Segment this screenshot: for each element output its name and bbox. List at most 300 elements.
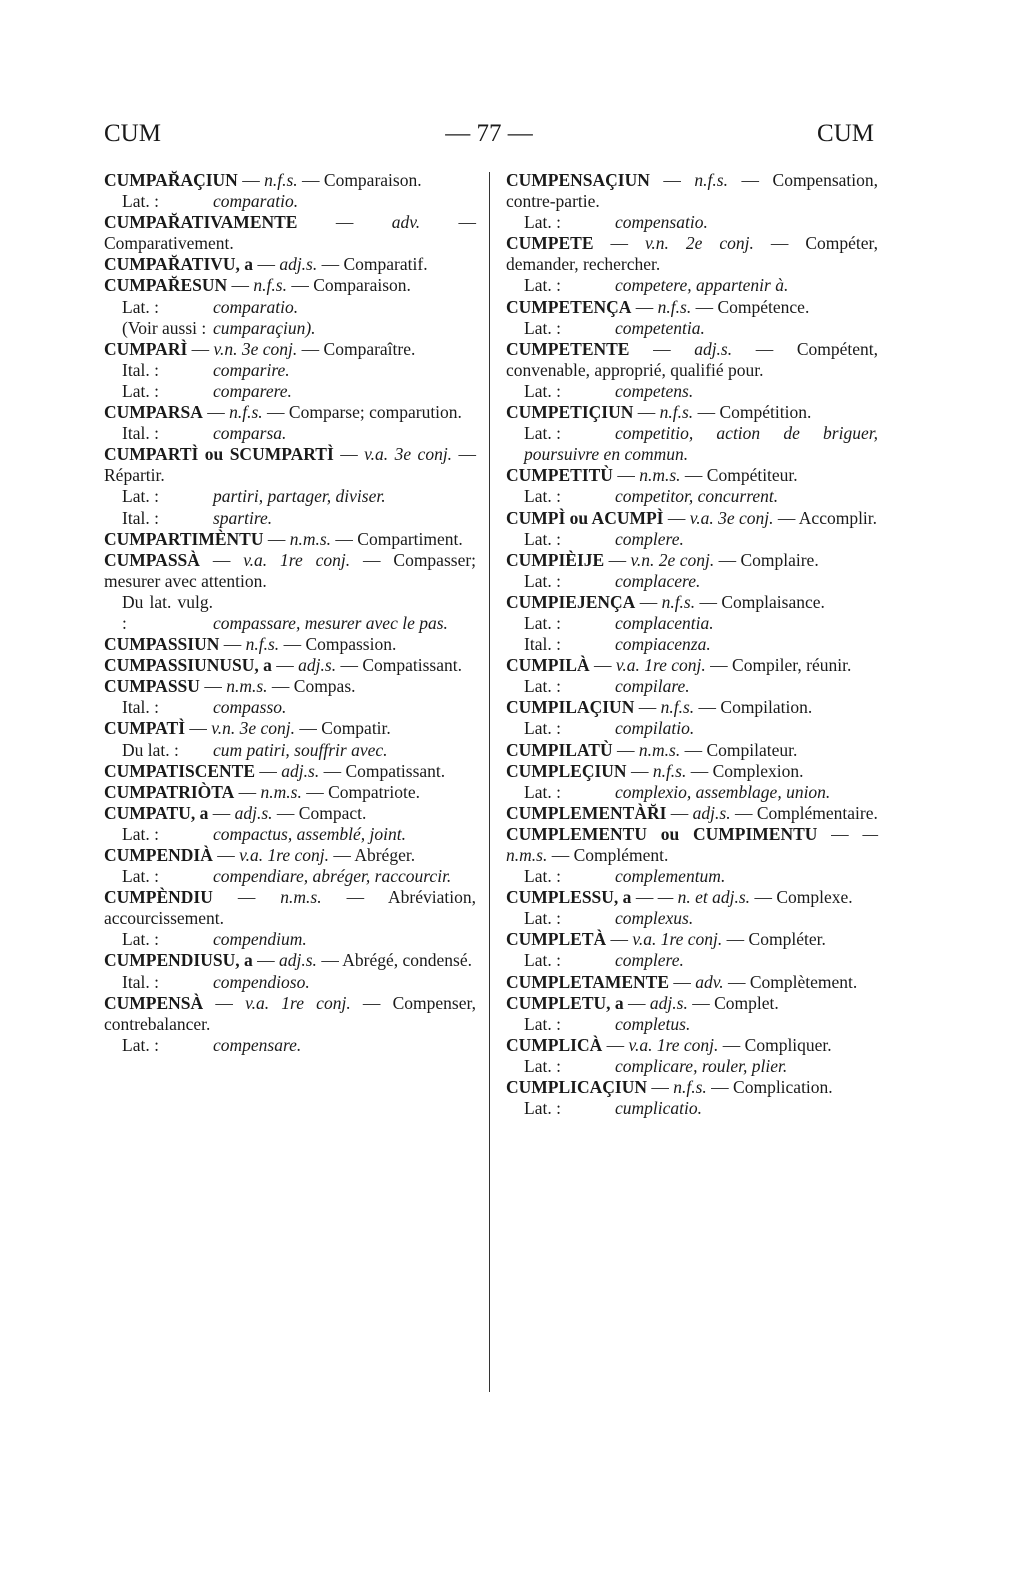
entry-headword: CUMPILÀ <box>506 655 590 676</box>
etymology-text: complere. <box>615 950 684 971</box>
entry-part-of-speech: adj.s. <box>279 254 318 275</box>
entry-part-of-speech: n.f.s. <box>652 760 687 781</box>
etymology-text: compassare, mesurer avec le pas. <box>213 612 448 633</box>
entry-part-of-speech: v.a. 1re conj. <box>245 992 351 1013</box>
entry-etymology <box>506 318 878 339</box>
entry-part-of-speech: — n.m.s. <box>506 823 878 865</box>
entry-part-of-speech: n.f.s. <box>229 402 263 423</box>
dictionary-entry <box>104 718 476 760</box>
dictionary-entry <box>506 740 878 761</box>
entry-line: CUMPARTIMÈNTU — n.m.s. — Compartiment. <box>104 528 463 549</box>
entry-etymology <box>506 1014 878 1035</box>
dictionary-entry <box>104 676 476 718</box>
entry-headword: CUMPLICAÇIUN <box>506 1077 647 1098</box>
entry-headword: CUMPETE <box>506 233 594 254</box>
entry-headword: CUMPARÌ <box>104 338 188 359</box>
page-header <box>104 120 874 156</box>
entry-line: CUMPARSA — n.f.s. — Comparse; comparution. <box>104 402 462 423</box>
dictionary-entry <box>506 761 878 803</box>
entry-definition: — Compétiteur. <box>684 465 798 486</box>
entry-line: CUMPAR̆ATIVU, a — adj.s. — Comparatif. <box>104 254 428 275</box>
etymology-label: Ital. : <box>524 634 561 655</box>
entry-line: CUMPASSIUNUSU, a — adj.s. — Compatissant. <box>104 655 462 676</box>
entry-part-of-speech: v.a. 3e conj. <box>364 444 453 465</box>
entry-headword: CUMPLETÀ <box>506 929 607 950</box>
etymology-text: spartire. <box>213 507 273 528</box>
header-right-guide-word: CUM <box>817 120 874 147</box>
entry-etymology <box>506 486 878 507</box>
etymology-text: competere, appartenir à. <box>615 275 789 296</box>
entry-etymology <box>104 191 476 212</box>
entry-part-of-speech: adj.s. <box>279 950 317 971</box>
dictionary-entry <box>104 254 476 275</box>
entry-etymology <box>104 592 476 634</box>
etymology-text: comparire. <box>213 359 290 380</box>
entry-etymology <box>104 972 476 993</box>
entry-definition: — Compartiment. <box>335 528 463 549</box>
dictionary-entry <box>104 402 476 444</box>
entry-definition: — Compilateur. <box>684 739 798 760</box>
dictionary-entry <box>104 170 476 212</box>
entry-line: CUMPLETU, a — adj.s. — Complet. <box>506 992 779 1013</box>
entry-part-of-speech: adj.s. <box>694 338 733 359</box>
entry-line: CUMPETENÇA — n.f.s. — Compétence. <box>506 296 810 317</box>
entry-line: CUMPLETAMENTE — adv. — Complètement. <box>506 971 858 992</box>
entry-part-of-speech: n.f.s. <box>673 1077 707 1098</box>
entry-definition: — Comparse; comparution. <box>267 402 462 423</box>
entry-part-of-speech: n.m.s. <box>226 676 268 697</box>
entry-headword: CUMPASSU <box>104 676 200 697</box>
dictionary-entry <box>104 550 476 634</box>
dictionary-entry <box>104 887 476 950</box>
entry-line: CUMPETIÇIUN — n.f.s. — Compétition. <box>506 402 812 423</box>
entry-line: CUMPASSÀ — v.a. 1re conj. — Compasser; mesurer avec attention. <box>104 549 477 591</box>
entry-definition: — Comparatif. <box>321 254 428 275</box>
entry-definition: — Compact. <box>276 802 367 823</box>
etymology-text: complexio, assemblage, union. <box>615 781 831 802</box>
etymology-text: competitio, action de briguer, poursuivre en commun. <box>524 423 878 465</box>
entry-part-of-speech: n.f.s. <box>694 170 728 190</box>
entry-part-of-speech: v.n. 2e conj. <box>630 549 715 570</box>
etymology-label: Lat. : <box>122 191 159 212</box>
entry-line: CUMPAR̆ATIVAMENTE — adv. — Comparativement. <box>104 212 476 254</box>
entry-headword: CUMPAR̆ATIVAMENTE <box>104 212 298 233</box>
etymology-text: compiacenza. <box>615 634 711 655</box>
entry-headword: CUMPAR̆ESUN <box>104 275 228 296</box>
etymology-label: Lat. : <box>524 676 561 697</box>
dictionary-entry <box>506 170 878 233</box>
entry-etymology <box>506 908 878 929</box>
dictionary-entry <box>506 233 878 296</box>
entry-definition: — Compenser, contrebalancer. <box>104 992 477 1034</box>
entry-etymology <box>506 529 878 550</box>
entry-headword: CUMPLEMENTU ou CUMPIMENTU <box>506 823 818 844</box>
entry-line: CUMPARÌ — v.n. 3e conj. — Comparaître. <box>104 338 416 359</box>
entry-line: CUMPATRIÒTA — n.m.s. — Compatriote. <box>104 781 420 802</box>
etymology-label: (Voir aussi : <box>122 317 207 338</box>
entry-line: CUMPIEJENÇA — n.f.s. — Complaisance. <box>506 591 825 612</box>
etymology-label: Lat. : <box>524 486 561 507</box>
etymology-label: Lat. : <box>524 612 561 633</box>
entry-etymology <box>104 360 476 381</box>
entry-definition: — Compliquer. <box>722 1034 832 1055</box>
entry-part-of-speech: n.m.s. <box>639 465 681 486</box>
entry-headword: CUMPATU, a <box>104 802 209 823</box>
entry-definition: — Compensation, contre-partie. <box>506 170 878 212</box>
entry-part-of-speech: n.m.s. <box>260 781 302 802</box>
entry-definition: — Complémentaire. <box>734 802 878 823</box>
entry-etymology <box>506 676 878 697</box>
etymology-label: Lat. : <box>524 866 561 887</box>
entry-part-of-speech: n.f.s. <box>253 275 287 296</box>
entry-part-of-speech: adj.s. <box>298 655 337 676</box>
etymology-text: competentia. <box>615 317 705 338</box>
entry-definition: — Complément. <box>551 845 669 865</box>
entry-definition: — Comparaison. <box>302 170 422 190</box>
entry-definition: — Complètement. <box>727 971 858 992</box>
entry-headword: CUMPILAÇIUN <box>506 697 635 718</box>
entry-definition: — Abréger. <box>333 845 416 865</box>
entry-line: CUMPLICAÇIUN — n.f.s. — Complication. <box>506 1077 833 1098</box>
etymology-label: Lat. : <box>122 866 159 887</box>
etymology-text: completus. <box>615 1013 691 1034</box>
entry-headword: CUMPÈNDIU <box>104 887 213 908</box>
etymology-text: comparatio. <box>213 191 299 212</box>
entry-headword: CUMPENDIÀ <box>104 845 213 865</box>
etymology-text: cumparaçiun). <box>213 317 316 338</box>
entry-etymology <box>104 318 476 339</box>
entry-etymology <box>104 508 476 529</box>
dictionary-entry <box>506 824 878 887</box>
entry-headword: CUMPENSAÇIUN <box>506 170 650 190</box>
entry-headword: CUMPATISCENTE <box>104 760 256 781</box>
etymology-label: Lat. : <box>524 718 561 739</box>
entry-headword: CUMPASSÀ <box>104 549 200 570</box>
etymology-label: Lat. : <box>524 1098 561 1119</box>
etymology-text: compendiare, abréger, raccourcir. <box>213 866 452 887</box>
entry-definition: — Complexion. <box>690 760 804 781</box>
dictionary-entry <box>506 508 878 550</box>
entry-etymology <box>104 1035 476 1056</box>
etymology-label: Lat. : <box>524 380 561 401</box>
entry-definition: — Accomplir. <box>777 507 878 528</box>
entry-etymology <box>506 381 878 402</box>
etymology-text: partiri, partager, diviser. <box>213 486 386 507</box>
dictionary-entry <box>104 529 476 550</box>
etymology-text: competens. <box>615 380 694 401</box>
dictionary-entry <box>506 887 878 929</box>
entry-definition: — Compasser; mesurer avec attention. <box>104 549 477 591</box>
dictionary-entry <box>506 465 878 507</box>
entry-headword: CUMPARSA <box>104 402 203 423</box>
entry-part-of-speech: n.m.s. <box>638 739 681 760</box>
entry-etymology <box>506 634 878 655</box>
etymology-label: Ital. : <box>122 971 159 992</box>
entry-headword: CUMPAR̆AÇIUN <box>104 170 238 190</box>
etymology-label: Lat. : <box>122 380 159 401</box>
entry-etymology <box>506 782 878 803</box>
entry-headword: CUMPENDIUSU, a <box>104 950 253 971</box>
entry-headword: CUMPLEÇIUN <box>506 760 627 781</box>
entry-line: CUMPLESSU, a — — n. et adj.s. — Complexe. <box>506 887 853 908</box>
entry-part-of-speech: n.f.s. <box>660 697 695 718</box>
entry-line: CUMPENDIÀ — v.a. 1re conj. — Abréger. <box>104 845 416 865</box>
dictionary-entry <box>104 845 476 887</box>
etymology-label: Lat. : <box>524 950 561 971</box>
etymology-text: cum patiri, souffrir avec. <box>213 739 388 760</box>
entry-definition: — Comparativement. <box>104 212 476 254</box>
entry-etymology <box>506 1098 878 1119</box>
entry-etymology <box>104 423 476 444</box>
entry-definition: — Complaisance. <box>699 591 825 612</box>
entry-headword: CUMPATRIÒTA <box>104 781 235 802</box>
entry-etymology <box>506 423 878 465</box>
etymology-text: comparere. <box>213 380 292 401</box>
entry-part-of-speech: — n. et adj.s. <box>657 887 751 908</box>
entry-headword: CUMPIEJENÇA <box>506 591 636 612</box>
entry-definition: — Compas. <box>271 676 356 697</box>
dictionary-entry <box>506 339 878 402</box>
dictionary-entry <box>506 803 878 824</box>
etymology-label: Lat. : <box>524 317 561 338</box>
dictionary-entry <box>104 782 476 803</box>
etymology-text: comparatio. <box>213 296 299 317</box>
entry-headword: CUMPENSÀ <box>104 992 204 1013</box>
etymology-label: Lat. : <box>524 275 561 296</box>
entry-definition: — Compassion. <box>283 634 397 655</box>
entry-definition: — Compétition. <box>697 402 812 423</box>
etymology-text: compensare. <box>213 1034 302 1055</box>
etymology-text: comparsa. <box>213 423 287 444</box>
entry-line: CUMPENSÀ — v.a. 1re conj. — Compenser, contrebalancer. <box>104 992 477 1034</box>
dictionary-entry <box>506 592 878 655</box>
entry-definition: — Comparaître. <box>301 338 416 359</box>
entry-part-of-speech: adj.s. <box>649 992 688 1013</box>
etymology-text: complere. <box>615 528 684 549</box>
entry-etymology <box>506 613 878 634</box>
right-column <box>506 170 878 1119</box>
entry-definition: — Complication. <box>711 1077 833 1098</box>
entry-part-of-speech: adj.s. <box>281 760 320 781</box>
entry-etymology <box>506 212 878 233</box>
entry-line: CUMPÌ ou ACUMPÌ — v.a. 3e conj. — Accomplir. <box>506 507 878 528</box>
entry-part-of-speech: n.f.s. <box>245 634 280 655</box>
entry-line: CUMPLEÇIUN — n.f.s. — Complexion. <box>506 760 804 781</box>
etymology-text: cumplicatio. <box>615 1098 702 1119</box>
entry-line: CUMPENDIUSU, a — adj.s. — Abrégé, condensé. <box>104 950 472 971</box>
entry-etymology <box>506 571 878 592</box>
dictionary-entry <box>104 275 476 338</box>
entry-line: CUMPAR̆ESUN — n.f.s. — Comparaison. <box>104 275 411 296</box>
entry-definition: — Comparaison. <box>291 275 411 296</box>
entry-definition: — Abréviation, accourcissement. <box>104 887 477 929</box>
etymology-label: Lat. : <box>524 908 561 929</box>
entry-headword: CUMPILATÙ <box>506 739 613 760</box>
entry-line: CUMPATÌ — v.n. 3e conj. — Compatir. <box>104 718 391 739</box>
etymology-label: Lat. : <box>524 423 561 444</box>
entry-line: CUMPASSIUN — n.f.s. — Compassion. <box>104 634 397 655</box>
etymology-label: Ital. : <box>122 697 159 718</box>
etymology-label: Du lat. : <box>122 739 179 760</box>
entry-line: CUMPLICÀ — v.a. 1re conj. — Compliquer. <box>506 1034 832 1055</box>
dictionary-entry <box>104 212 476 254</box>
entry-part-of-speech: adv. <box>695 971 724 992</box>
entry-line: CUMPARTÌ ou SCUMPARTÌ — v.a. 3e conj. — Répartir. <box>104 444 477 486</box>
etymology-label: Ital. : <box>122 359 159 380</box>
etymology-label: Ital. : <box>122 507 159 528</box>
dictionary-entry <box>104 655 476 676</box>
entry-line: CUMPETENTE — adj.s. — Compétent, convenable, approprié, qualifié pour. <box>506 338 879 380</box>
entry-headword: CUMPATÌ <box>104 718 186 739</box>
entry-part-of-speech: v.n. 3e conj. <box>211 718 296 739</box>
etymology-label: Lat. : <box>122 823 159 844</box>
entry-part-of-speech: n.f.s. <box>264 170 298 190</box>
entry-line: CUMPLEMENTÀR̆I — adj.s. — Complémentaire. <box>506 802 878 823</box>
etymology-label: Lat. : <box>524 781 561 802</box>
etymology-text: compilare. <box>615 676 690 697</box>
etymology-label: Lat. : <box>524 1055 561 1076</box>
entry-headword: CUMPASSIUN <box>104 634 220 655</box>
entry-headword: CUMPLETU, a <box>506 992 624 1013</box>
entry-part-of-speech: v.n. 3e conj. <box>213 338 298 359</box>
entry-headword: CUMPETENTE <box>506 338 630 359</box>
dictionary-entry <box>506 1035 878 1077</box>
entry-headword: CUMPLESSU, a <box>506 887 632 908</box>
entry-etymology <box>104 866 476 887</box>
entry-line: CUMPIÈIJE — v.n. 2e conj. — Complaire. <box>506 549 819 570</box>
entry-etymology <box>506 950 878 971</box>
entry-part-of-speech: adj.s. <box>692 802 731 823</box>
entry-etymology <box>506 718 878 739</box>
etymology-label: Lat. : <box>524 570 561 591</box>
entry-line: CUMPATISCENTE — adj.s. — Compatissant. <box>104 760 446 781</box>
left-column <box>104 170 476 1056</box>
column-divider <box>489 172 490 1392</box>
entry-part-of-speech: v.a. 1re conj. <box>615 655 706 676</box>
entry-definition: — Compatissant. <box>340 655 462 676</box>
entry-etymology <box>104 740 476 761</box>
entry-headword: CUMPETITÙ <box>506 465 613 486</box>
etymology-text: compendioso. <box>213 971 310 992</box>
entry-etymology <box>506 275 878 296</box>
entry-line: CUMPILATÙ — n.m.s. — Compilateur. <box>506 739 798 760</box>
entry-part-of-speech: v.a. 1re conj. <box>239 845 330 865</box>
entry-part-of-speech: v.a. 1re conj. <box>243 549 351 570</box>
entry-line: CUMPASSU — n.m.s. — Compas. <box>104 676 356 697</box>
entry-part-of-speech: n.f.s. <box>661 591 696 612</box>
entry-definition: — Compléter. <box>726 929 826 950</box>
entry-definition: — Abrégé, condensé. <box>321 950 472 971</box>
entry-definition: — Répartir. <box>104 444 477 486</box>
header-left-guide-word: CUM <box>104 120 161 147</box>
dictionary-entry <box>506 993 878 1035</box>
entry-part-of-speech: v.n. 2e conj. <box>644 233 754 254</box>
entry-definition: — Compéter, demander, rechercher. <box>506 233 878 275</box>
entry-line: CUMPAR̆AÇIUN — n.f.s. — Comparaison. <box>104 170 422 190</box>
dictionary-entry <box>104 993 476 1056</box>
entry-part-of-speech: n.m.s. <box>289 528 332 549</box>
entry-definition: — Complexe. <box>754 887 853 908</box>
entry-part-of-speech: n.f.s. <box>657 296 692 317</box>
entry-part-of-speech: v.a. 3e conj. <box>689 507 774 528</box>
etymology-label: Lat. : <box>122 296 159 317</box>
dictionary-entry <box>506 972 878 993</box>
entry-headword: CUMPLEMENTÀR̆I <box>506 802 667 823</box>
entry-part-of-speech: adj.s. <box>234 802 273 823</box>
etymology-label: Lat. : <box>122 486 159 507</box>
entry-headword: CUMPARTÌ ou SCUMPARTÌ <box>104 444 334 465</box>
entry-etymology <box>506 866 878 887</box>
etymology-text: complicare, rouler, plier. <box>615 1055 788 1076</box>
entry-part-of-speech: v.a. 1re conj. <box>628 1034 719 1055</box>
entry-line: CUMPILÀ — v.a. 1re conj. — Compiler, réunir. <box>506 655 852 676</box>
page-number: — 77 — <box>445 120 533 147</box>
entry-line: CUMPÈNDIU — n.m.s. — Abréviation, accourcissement. <box>104 887 477 929</box>
dictionary-entry <box>104 761 476 782</box>
entry-headword: CUMPETIÇIUN <box>506 402 634 423</box>
entry-definition: — Compiler, réunir. <box>710 655 852 676</box>
entry-definition: — Compétence. <box>695 296 810 317</box>
etymology-text: compilatio. <box>615 718 695 739</box>
entry-headword: CUMPASSIUNUSU, a <box>104 655 272 676</box>
entry-headword: CUMPAR̆ATIVU, a <box>104 254 254 275</box>
entry-line: CUMPLEMENTU ou CUMPIMENTU — — n.m.s. — Complément. <box>506 823 878 865</box>
dictionary-entry <box>506 655 878 697</box>
entry-definition: — Compatissant. <box>323 760 446 781</box>
entry-headword: CUMPIÈIJE <box>506 549 605 570</box>
etymology-text: compendium. <box>213 929 307 950</box>
entry-definition: — Compilation. <box>698 697 813 718</box>
dictionary-entry <box>506 697 878 739</box>
etymology-label: Ital. : <box>122 423 159 444</box>
etymology-label: Lat. : <box>122 1034 159 1055</box>
entry-headword: CUMPLETAMENTE <box>506 971 670 992</box>
entry-line: CUMPETE — v.n. 2e conj. — Compéter, demander, rechercher. <box>506 233 878 275</box>
entry-etymology <box>104 381 476 402</box>
etymology-text: complacentia. <box>615 612 714 633</box>
entry-definition: — Compatriote. <box>306 781 420 802</box>
etymology-label: Lat. : <box>524 212 561 233</box>
dictionary-entry <box>104 634 476 655</box>
etymology-text: complementum. <box>615 866 726 887</box>
entry-line: CUMPLETÀ — v.a. 1re conj. — Compléter. <box>506 929 826 950</box>
entry-definition: — Compétent, convenable, approprié, qualifié pour. <box>506 338 879 380</box>
entry-etymology <box>506 1056 878 1077</box>
entry-part-of-speech: n.m.s. <box>280 887 322 908</box>
entry-etymology <box>104 697 476 718</box>
dictionary-entry <box>104 339 476 402</box>
entry-definition: — Complaire. <box>718 549 819 570</box>
entry-etymology <box>104 486 476 507</box>
entry-headword: CUMPLICÀ <box>506 1034 603 1055</box>
entry-line: CUMPETITÙ — n.m.s. — Compétiteur. <box>506 465 798 486</box>
entry-headword: CUMPETENÇA <box>506 296 632 317</box>
entry-part-of-speech: v.a. 1re conj. <box>632 929 723 950</box>
entry-etymology <box>104 297 476 318</box>
entry-definition: — Compatir. <box>299 718 391 739</box>
etymology-text: compasso. <box>213 697 287 718</box>
etymology-label: Lat. : <box>524 1013 561 1034</box>
etymology-text: complacere. <box>615 570 701 591</box>
dictionary-entry <box>506 297 878 339</box>
entry-definition: — Complet. <box>692 992 779 1013</box>
etymology-text: compensatio. <box>615 212 708 233</box>
entry-line: CUMPENSAÇIUN — n.f.s. — Compensation, contre-partie. <box>506 170 878 212</box>
entry-etymology <box>104 824 476 845</box>
etymology-text: compactus, assemblé, joint. <box>213 823 406 844</box>
dictionary-entry <box>506 402 878 465</box>
etymology-label: Du lat. vulg. : <box>122 591 213 633</box>
